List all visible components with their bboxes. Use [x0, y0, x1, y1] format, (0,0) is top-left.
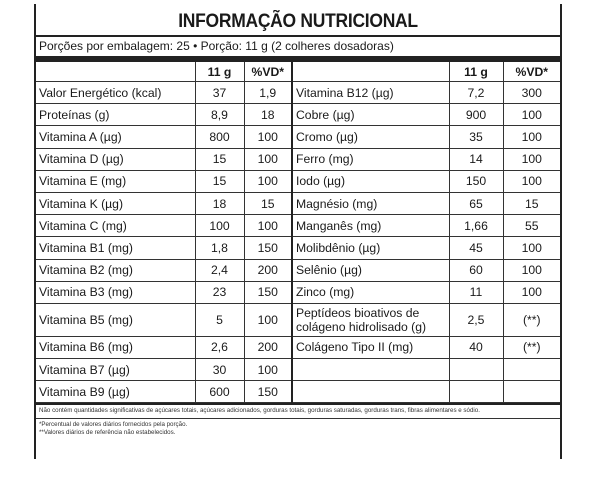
- table-row: [36, 104, 560, 126]
- nutrient-amount: 1,66: [449, 215, 503, 237]
- nutrient-amount: 1,8: [195, 237, 244, 259]
- nutrient-dv: 100: [244, 170, 292, 192]
- nutrient-name: [292, 359, 449, 381]
- nutrient-dv: 100: [503, 104, 560, 126]
- nutrient-dv: 200: [244, 259, 292, 281]
- nutrient-amount: 800: [195, 126, 244, 148]
- nutrition-table: [36, 62, 560, 403]
- nutrient-name: Vitamina B9 (µg): [36, 381, 195, 403]
- nutrient-name: Molibdênio (µg): [292, 237, 449, 259]
- nutrient-amount: 600: [195, 381, 244, 403]
- nutrient-amount: 900: [449, 104, 503, 126]
- nutrient-dv: 150: [244, 237, 292, 259]
- nutrient-name: Vitamina B2 (mg): [36, 259, 195, 281]
- table-row: [36, 170, 560, 192]
- nutrient-amount: [449, 359, 503, 381]
- nutrient-dv: (**): [503, 336, 560, 358]
- nutrient-dv: 100: [244, 359, 292, 381]
- footnote-ref: **Valores diários de referência não estabelecidos.: [39, 429, 176, 437]
- table-row: [36, 126, 560, 148]
- nutrient-dv: [503, 359, 560, 381]
- nutrient-amount: 5: [195, 303, 244, 336]
- footnote-divider: [36, 418, 560, 419]
- table-row: [36, 303, 560, 336]
- table-row: [36, 148, 560, 170]
- nutrient-name: [292, 381, 449, 403]
- nutrient-name: Vitamina B12 (µg): [292, 82, 449, 104]
- footnote-dv: *Percentual de valores diários fornecidos pela porção.: [39, 421, 188, 429]
- nutrient-name: Vitamina A (µg): [36, 126, 195, 148]
- header-dv-right: %VD*: [503, 62, 560, 82]
- footnotes: [36, 403, 560, 437]
- nutrient-name: Magnésio (mg): [292, 192, 449, 214]
- nutrient-name: Proteínas (g): [36, 104, 195, 126]
- table-row: [36, 192, 560, 214]
- header-dv-left: %VD*: [244, 62, 292, 82]
- nutrient-name: Vitamina D (µg): [36, 148, 195, 170]
- nutrient-name: Selênio (µg): [292, 259, 449, 281]
- nutrient-amount: 60: [449, 259, 503, 281]
- nutrient-name: Vitamina B3 (mg): [36, 281, 195, 303]
- nutrient-amount: 2,4: [195, 259, 244, 281]
- nutrient-amount: 11: [449, 281, 503, 303]
- nutrient-name: Colágeno Tipo II (mg): [292, 336, 449, 358]
- table-row: [36, 82, 560, 104]
- nutrient-name: Vitamina C (mg): [36, 215, 195, 237]
- nutrient-amount: 8,9: [195, 104, 244, 126]
- nutrient-dv: 1,9: [244, 82, 292, 104]
- label-title: INFORMAÇÃO NUTRICIONAL: [178, 11, 418, 32]
- nutrient-name: Ferro (mg): [292, 148, 449, 170]
- nutrient-name: Manganês (mg): [292, 215, 449, 237]
- nutrient-name: Vitamina B1 (mg): [36, 237, 195, 259]
- table-row: [36, 381, 560, 403]
- nutrient-dv: [503, 381, 560, 403]
- nutrient-dv: 300: [503, 82, 560, 104]
- nutrient-amount: 15: [195, 170, 244, 192]
- nutrient-dv: 15: [244, 192, 292, 214]
- nutrition-label: [34, 4, 562, 459]
- serving-info: Porções por embalagem: 25 • Porção: 11 g (2 colheres dosadoras): [36, 35, 560, 56]
- footnote-main: Não contém quantidades significativas de açúcares totais, açúcares adicionados, gorduras totais, gorduras saturadas, gorduras trans, fibras alimentares e sódio.: [39, 407, 480, 415]
- nutrient-name: Vitamina B7 (µg): [36, 359, 195, 381]
- nutrient-dv: 150: [244, 381, 292, 403]
- nutrient-name: Cromo (µg): [292, 126, 449, 148]
- nutrient-amount: 23: [195, 281, 244, 303]
- nutrient-dv: 200: [244, 336, 292, 358]
- nutrient-amount: 14: [449, 148, 503, 170]
- nutrient-dv: 55: [503, 215, 560, 237]
- nutrient-amount: 150: [449, 170, 503, 192]
- nutrient-dv: 100: [503, 281, 560, 303]
- nutrient-amount: 40: [449, 336, 503, 358]
- nutrient-dv: 18: [244, 104, 292, 126]
- nutrient-dv: 100: [244, 148, 292, 170]
- table-row: [36, 336, 560, 358]
- nutrient-name: Zinco (mg): [292, 281, 449, 303]
- nutrient-name: Vitamina B6 (mg): [36, 336, 195, 358]
- nutrient-dv: (**): [503, 303, 560, 336]
- nutrient-amount: 2,5: [449, 303, 503, 336]
- nutrient-dv: 100: [503, 237, 560, 259]
- nutrient-dv: 100: [503, 148, 560, 170]
- header-blank-left: [36, 62, 195, 82]
- nutrient-amount: 2,6: [195, 336, 244, 358]
- nutrient-name: Vitamina E (mg): [36, 170, 195, 192]
- header-amount-left: 11 g: [195, 62, 244, 82]
- nutrient-name: Peptídeos bioativos de colágeno hidrolisado (g): [292, 303, 449, 336]
- nutrient-name: Vitamina B5 (mg): [36, 303, 195, 336]
- nutrient-amount: 7,2: [449, 82, 503, 104]
- table-row: [36, 215, 560, 237]
- nutrient-amount: 45: [449, 237, 503, 259]
- nutrient-dv: 15: [503, 192, 560, 214]
- table-row: [36, 259, 560, 281]
- nutrient-amount: 35: [449, 126, 503, 148]
- nutrient-dv: 100: [244, 126, 292, 148]
- nutrient-name: Iodo (µg): [292, 170, 449, 192]
- nutrient-name: Cobre (µg): [292, 104, 449, 126]
- nutrient-dv: 100: [503, 170, 560, 192]
- nutrient-amount: 100: [195, 215, 244, 237]
- table-row: [36, 281, 560, 303]
- nutrient-dv: 150: [244, 281, 292, 303]
- nutrient-amount: 30: [195, 359, 244, 381]
- nutrient-amount: 37: [195, 82, 244, 104]
- nutrient-amount: 15: [195, 148, 244, 170]
- nutrient-dv: 100: [503, 126, 560, 148]
- nutrient-amount: 65: [449, 192, 503, 214]
- table-header-row: [36, 62, 560, 82]
- nutrient-dv: 100: [244, 215, 292, 237]
- header-amount-right: 11 g: [449, 62, 503, 82]
- nutrient-dv: 100: [503, 259, 560, 281]
- nutrient-name: Valor Energético (kcal): [36, 82, 195, 104]
- header-blank-right: [292, 62, 449, 82]
- nutrient-amount: 18: [195, 192, 244, 214]
- nutrient-dv: 100: [244, 303, 292, 336]
- table-row: [36, 359, 560, 381]
- nutrient-amount: [449, 381, 503, 403]
- table-row: [36, 237, 560, 259]
- nutrient-name: Vitamina K (µg): [36, 192, 195, 214]
